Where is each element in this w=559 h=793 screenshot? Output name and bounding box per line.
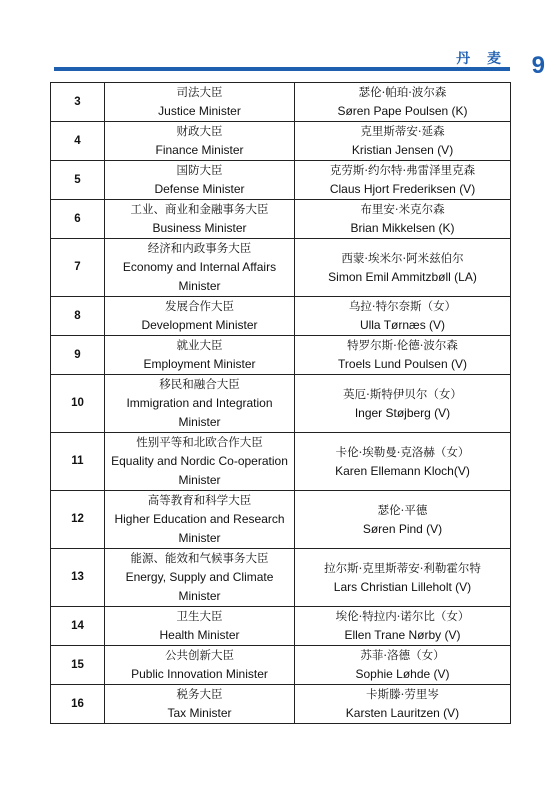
title-chinese: 发展合作大臣	[165, 299, 234, 313]
title-english: Finance Minister	[155, 143, 244, 157]
title-chinese: 能源、能效和气候事务大臣	[130, 551, 269, 565]
table-row	[51, 336, 511, 375]
title-english: Tax Minister	[167, 706, 232, 720]
name-chinese: 西蒙·埃米尔·阿米兹伯尔	[341, 250, 464, 265]
name-english: Claus Hjort Frederiksen (V)	[329, 182, 476, 196]
name-english: Sophie Løhde (V)	[355, 667, 450, 681]
name-english: Karsten Lauritzen (V)	[345, 706, 460, 720]
minister-title-cell	[105, 297, 295, 336]
row-number: 5	[51, 161, 105, 200]
table-row	[51, 122, 511, 161]
row-number: 6	[51, 200, 105, 239]
name-english: Kristian Jensen (V)	[351, 143, 454, 157]
title-english: Equality and Nordic Co-operation	[111, 454, 288, 468]
minister-title-cell	[105, 607, 295, 646]
row-number: 3	[51, 83, 105, 122]
title-chinese: 国防大臣	[176, 163, 223, 177]
table-row	[51, 200, 511, 239]
ministers-table	[50, 82, 511, 724]
minister-title-cell	[105, 239, 295, 297]
name-chinese: 卡斯滕·劳里岑	[366, 687, 439, 701]
name-chinese: 克里斯蒂安·延森	[360, 124, 445, 138]
minister-name-cell	[295, 200, 511, 239]
title-english: Energy, Supply and Climate	[125, 570, 274, 584]
title-english: Business Minister	[152, 221, 247, 235]
title-chinese: 高等教育和科学大臣	[147, 493, 252, 507]
page-number: 9	[531, 52, 545, 79]
name-english: Troels Lund Poulsen (V)	[338, 357, 467, 371]
title-english: Higher Education and Research	[114, 512, 285, 526]
table-row	[51, 491, 511, 549]
title-chinese: 司法大臣	[176, 85, 223, 99]
title-english-line2: Minister	[178, 415, 221, 429]
header-divider	[54, 67, 510, 71]
table-row	[51, 161, 511, 200]
minister-name-cell	[295, 549, 511, 607]
title-chinese: 移民和融合大臣	[159, 377, 240, 391]
row-number: 13	[51, 549, 105, 607]
minister-name-cell	[295, 239, 511, 297]
name-english: Inger Støjberg (V)	[354, 405, 451, 420]
title-english-line2: Minister	[178, 473, 221, 487]
title-english: Public Innovation Minister	[131, 667, 268, 681]
title-english-line2: Minister	[178, 589, 221, 603]
row-number: 7	[51, 239, 105, 297]
minister-title-cell	[105, 122, 295, 161]
minister-name-cell	[295, 607, 511, 646]
title-english-line2: Minister	[178, 531, 221, 545]
minister-title-cell	[105, 375, 295, 433]
table-row	[51, 549, 511, 607]
name-english: Simon Emil Ammitzbøll (LA)	[328, 269, 477, 284]
minister-title-cell	[105, 161, 295, 200]
minister-name-cell	[295, 433, 511, 491]
table-row	[51, 607, 511, 646]
row-number: 14	[51, 607, 105, 646]
title-english: Development Minister	[141, 318, 258, 332]
title-chinese: 税务大臣	[176, 687, 223, 701]
row-number: 16	[51, 685, 105, 724]
table-row	[51, 433, 511, 491]
name-english: Ellen Trane Nørby (V)	[344, 628, 461, 642]
name-chinese: 苏菲·洛德（女）	[360, 648, 445, 662]
table-row	[51, 297, 511, 336]
title-chinese: 性别平等和北欧合作大臣	[136, 435, 263, 449]
minister-name-cell	[295, 122, 511, 161]
title-english: Immigration and Integration	[126, 396, 273, 410]
table-row	[51, 83, 511, 122]
title-chinese: 卫生大臣	[176, 609, 223, 623]
title-chinese: 公共创新大臣	[165, 648, 234, 662]
name-chinese: 瑟伦·帕珀·波尔森	[358, 85, 447, 99]
minister-name-cell	[295, 336, 511, 375]
minister-name-cell	[295, 375, 511, 433]
table-row	[51, 375, 511, 433]
title-english: Economy and Internal Affairs	[122, 260, 277, 274]
row-number: 9	[51, 336, 105, 375]
minister-name-cell	[295, 161, 511, 200]
name-chinese: 英厄·斯特伊贝尔（女）	[343, 386, 462, 401]
name-chinese: 特罗尔斯·伦德·波尔森	[347, 338, 458, 352]
minister-title-cell	[105, 200, 295, 239]
name-chinese: 布里安·米克尔森	[360, 202, 445, 216]
table-row	[51, 646, 511, 685]
title-chinese: 工业、商业和金融事务大臣	[130, 202, 269, 216]
minister-title-cell	[105, 549, 295, 607]
minister-name-cell	[295, 685, 511, 724]
title-english: Defense Minister	[154, 182, 245, 196]
row-number: 8	[51, 297, 105, 336]
minister-name-cell	[295, 297, 511, 336]
minister-title-cell	[105, 646, 295, 685]
name-english: Søren Pape Poulsen (K)	[337, 104, 468, 118]
name-english: Karen Ellemann Kloch(V)	[335, 463, 470, 478]
name-chinese: 卡伦·埃勒曼·克洛赫（女）	[335, 444, 470, 459]
name-chinese: 拉尔斯·克里斯蒂安·利勒霍尔特	[324, 560, 481, 575]
row-number: 10	[51, 375, 105, 433]
table-row	[51, 685, 511, 724]
minister-title-cell	[105, 433, 295, 491]
name-chinese: 埃伦·特拉内·诺尔比（女）	[335, 609, 470, 623]
minister-name-cell	[295, 83, 511, 122]
title-english: Employment Minister	[143, 357, 256, 371]
name-english: Brian Mikkelsen (K)	[350, 221, 455, 235]
name-chinese: 瑟伦·平德	[377, 502, 428, 517]
minister-title-cell	[105, 685, 295, 724]
minister-name-cell	[295, 491, 511, 549]
table-row	[51, 239, 511, 297]
minister-title-cell	[105, 83, 295, 122]
row-number: 12	[51, 491, 105, 549]
title-chinese: 财政大臣	[176, 124, 223, 138]
title-english: Health Minister	[159, 628, 240, 642]
title-chinese: 经济和内政事务大臣	[147, 241, 252, 255]
minister-title-cell	[105, 491, 295, 549]
minister-title-cell	[105, 336, 295, 375]
title-english: Justice Minister	[158, 104, 241, 118]
name-english: Ulla Tørnæs (V)	[359, 318, 446, 332]
row-number: 15	[51, 646, 105, 685]
minister-name-cell	[295, 646, 511, 685]
header-country-title: 丹 麦	[456, 51, 507, 67]
name-english: Lars Christian Lilleholt (V)	[333, 579, 472, 594]
name-english: Søren Pind (V)	[362, 521, 443, 536]
name-chinese: 乌拉·特尔奈斯（女）	[348, 299, 457, 313]
ministers-table-body	[51, 83, 511, 724]
title-chinese: 就业大臣	[176, 338, 223, 352]
title-english-line2: Minister	[178, 279, 221, 293]
name-chinese: 克劳斯·约尔特·弗雷泽里克森	[329, 163, 476, 177]
row-number: 11	[51, 433, 105, 491]
row-number: 4	[51, 122, 105, 161]
